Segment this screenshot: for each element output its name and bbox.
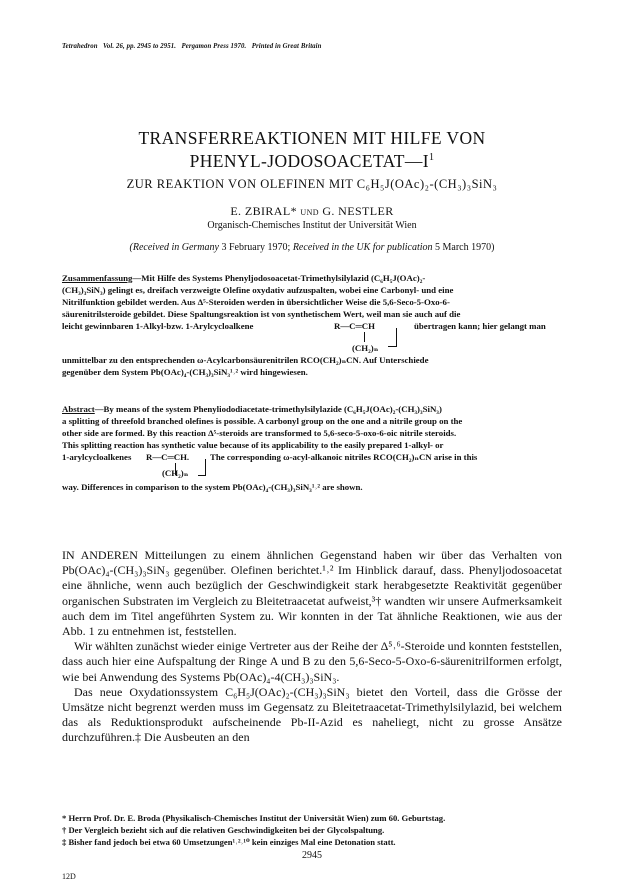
abstract bbox=[62, 403, 562, 493]
body-paragraph-3: Das neue Oxydationssystem C₆H₅J(OAc)₂-(CH₃)₃SiN₃ bietet den Vorteil, dass die Grösse der Umsätze nicht begrenzt werden muss im Gegensatz zu Bleitetraacetat-Trimethylsilylazid, bei welchem das als Reduktionsprodukt aufscheinende Pb-II-Azid es naheliegt, nicht zu grosse Ansätze durchzuführen.‡ Die Ausbeuten an den bbox=[62, 684, 562, 745]
journal-name: Tetrahedron bbox=[62, 43, 98, 50]
subtitle-prefix: ZUR REAKTION VON OLEFINEN MIT C bbox=[126, 177, 366, 191]
zus-struct-top: R—C═CH bbox=[334, 321, 375, 331]
zus-line-2: (CH₃)₃SiN₃) gelingt es, dreifach verzweigte Olefine oxydativ aufzuspalten, wobei eine Carbonyl- und eine bbox=[62, 285, 454, 295]
received-text-b: Received in the UK for publication bbox=[292, 242, 433, 253]
abstract-line-2: a splitting of threefold branched olefines is possible. A carbonyl group on the one and a nitrile group on the bbox=[62, 416, 463, 426]
subtitle-formula: ₆H₅J(OAc)₂-(CH₃)₃SiN₃ bbox=[365, 177, 498, 191]
zusammenfassung bbox=[62, 272, 562, 378]
abstract-label: Abstract bbox=[62, 404, 95, 414]
zus-line-4: säurenitrilsteroide gebildet. Diese Spaltungsreaktion ist von synthetischem Wert, weil man sie auch auf die bbox=[62, 309, 461, 319]
abstract-line-5b: The corresponding ω-acyl-alkanoic nitriles RCO(CH₂)ₙCN arise in this bbox=[210, 452, 478, 462]
abstract-line-3: other side are formed. By this reaction Δ⁵-steroids are transformed to 5,6-seco-5-oxo-6-oic nitrile steroids. bbox=[62, 428, 457, 438]
title-line-2-text: PHENYL-JODOSOACETAT—I bbox=[189, 150, 429, 171]
body-paragraph-2: Wir wählten zunächst wieder einige Vertreter aus der Reihe der Δ⁵˒⁶-Steroide und konnten feststellen, dass auch hier eine Aufspaltung der Ringe A und B zu den 5,6-Seco-5-Oxo-6-säurenitrilformen erfolgt, wie bei Anwendung des Systems Pb(OAc)₄-4(CH₃)₃SiN₃. bbox=[62, 639, 562, 684]
zus-line-1: —Mit Hilfe des Systems Phenyljodosoacetat-Trimethylsilylazid (C₆H₅J(OAc)₂- bbox=[132, 273, 426, 283]
zus-structure bbox=[62, 332, 562, 354]
footnotes bbox=[62, 812, 562, 848]
abstract-struct-bottom: (CH₂)ₙ bbox=[162, 468, 189, 478]
footnote-3: ‡ Bisher fand jedoch bei etwa 60 Umsetzungen¹˒²˒¹⁰ kein einziges Mal eine Detonation statt. bbox=[62, 837, 396, 847]
zus-line-5b: übertragen kann; hier gelangt man bbox=[414, 321, 546, 331]
zus-label: Zusammenfassung bbox=[62, 273, 133, 283]
abstract-struct-top: R—C═CH. bbox=[146, 452, 190, 462]
received-text-a: (Received in Germany bbox=[129, 242, 219, 253]
zus-line-6: unmittelbar zu den entsprechenden ω-Acylcarbonsäurenitrilen RCO(CH₂)ₙCN. Auf Unterschiede bbox=[62, 355, 429, 365]
printed-in: Printed in Great Britain bbox=[251, 43, 322, 50]
received-date-a: 3 February 1970; bbox=[221, 242, 291, 253]
subtitle bbox=[0, 177, 624, 192]
publisher: Pergamon Press 1970. bbox=[181, 43, 247, 50]
zus-line-5a: leicht gewinnbaren 1-Alkyl-bzw. 1-Arylcycloalkene bbox=[62, 321, 254, 331]
zus-struct-bond-base bbox=[388, 346, 397, 347]
abstract-line-5a: 1-arylcycloalkenes bbox=[62, 452, 132, 462]
citation: Vol. 26, pp. 2945 to 2951. bbox=[103, 43, 177, 50]
institution: Organisch-Chemisches Institut der Universität Wien bbox=[207, 220, 417, 231]
signature-mark: 12D bbox=[62, 872, 76, 881]
abstract-struct-bond-right bbox=[205, 459, 206, 475]
zus-struct-bottom: (CH₂)ₙ bbox=[352, 343, 379, 353]
zus-line-3: Nitrilfunktion gebildet werden. Aus Δ⁵-Steroiden werden in übersichtlicher Weise die 5,6-Seco-5-Oxo-6- bbox=[62, 297, 450, 307]
footnote-1: * Herrn Prof. Dr. E. Broda (Physikalisch-Chemisches Institut der Universität Wien) zum 60. Geburtstag. bbox=[62, 813, 446, 823]
received-date-b: 5 March 1970) bbox=[435, 242, 495, 253]
footnote-2: † Der Vergleich bezieht sich auf die relativen Geschwindigkeiten bei der Glycolspaltung. bbox=[62, 825, 385, 835]
title-footnote-mark: 1 bbox=[428, 152, 435, 163]
zus-struct-bond bbox=[364, 332, 365, 342]
zus-line-7: gegenüber dem System Pb(OAc)₄-(CH₃)₃SiN₃¹˒² wird hingewiesen. bbox=[62, 367, 308, 377]
title-line-2 bbox=[0, 148, 624, 171]
page-number: 2945 bbox=[302, 850, 322, 861]
running-header bbox=[62, 43, 322, 50]
abstract-line-6: way. Differences in comparison to the system Pb(OAc)₄-(CH₃)₃SiN₃¹˒² are shown. bbox=[62, 482, 363, 492]
abstract-line-4: This splitting reaction has synthetic value because of its applicability to the easily prepared 1-alkyl- or bbox=[62, 440, 444, 450]
received-line bbox=[0, 242, 624, 253]
zus-struct-bond-right bbox=[396, 328, 397, 346]
body-text bbox=[62, 548, 562, 746]
authors: E. ZBIRAL* und G. NESTLER bbox=[230, 204, 394, 218]
abstract-struct-bond-base bbox=[198, 475, 206, 476]
abstract-structure bbox=[62, 463, 562, 481]
body-paragraph-1: IN ANDEREN Mitteilungen zu einem ähnlichen Gegenstand haben wir über das Verhalten von Pb(OAc)₄-(CH₃)₃SiN₃ gegenüber. Olefinen berichtet.¹˒² Im Hinblick darauf, dass. Phenyljodosoacetat eine ähnliche, wenn auch bezüglich der Geschwindigkeit stark herabgesetzte Reaktivität gegenüber organischen Substraten im Vergleich zu Bleitetraacetat aufweist,³† wandten wir unsere Aufmerksamkeit auch dem im Titel angeführten System zu. Wir konnten in der Tat ähnliche Reaktionen, wie aus der Abb. 1 zu entnehmen ist, feststellen. bbox=[62, 548, 562, 639]
abstract-line-1: —By means of the system Phenyliododiacetate-trimethylsilylazide (C₆H₅J(OAc)₂-(CH₃)₃SiN₃) bbox=[94, 404, 442, 414]
title-line-1: TRANSFERREAKTIONEN MIT HILFE VON bbox=[138, 128, 486, 148]
